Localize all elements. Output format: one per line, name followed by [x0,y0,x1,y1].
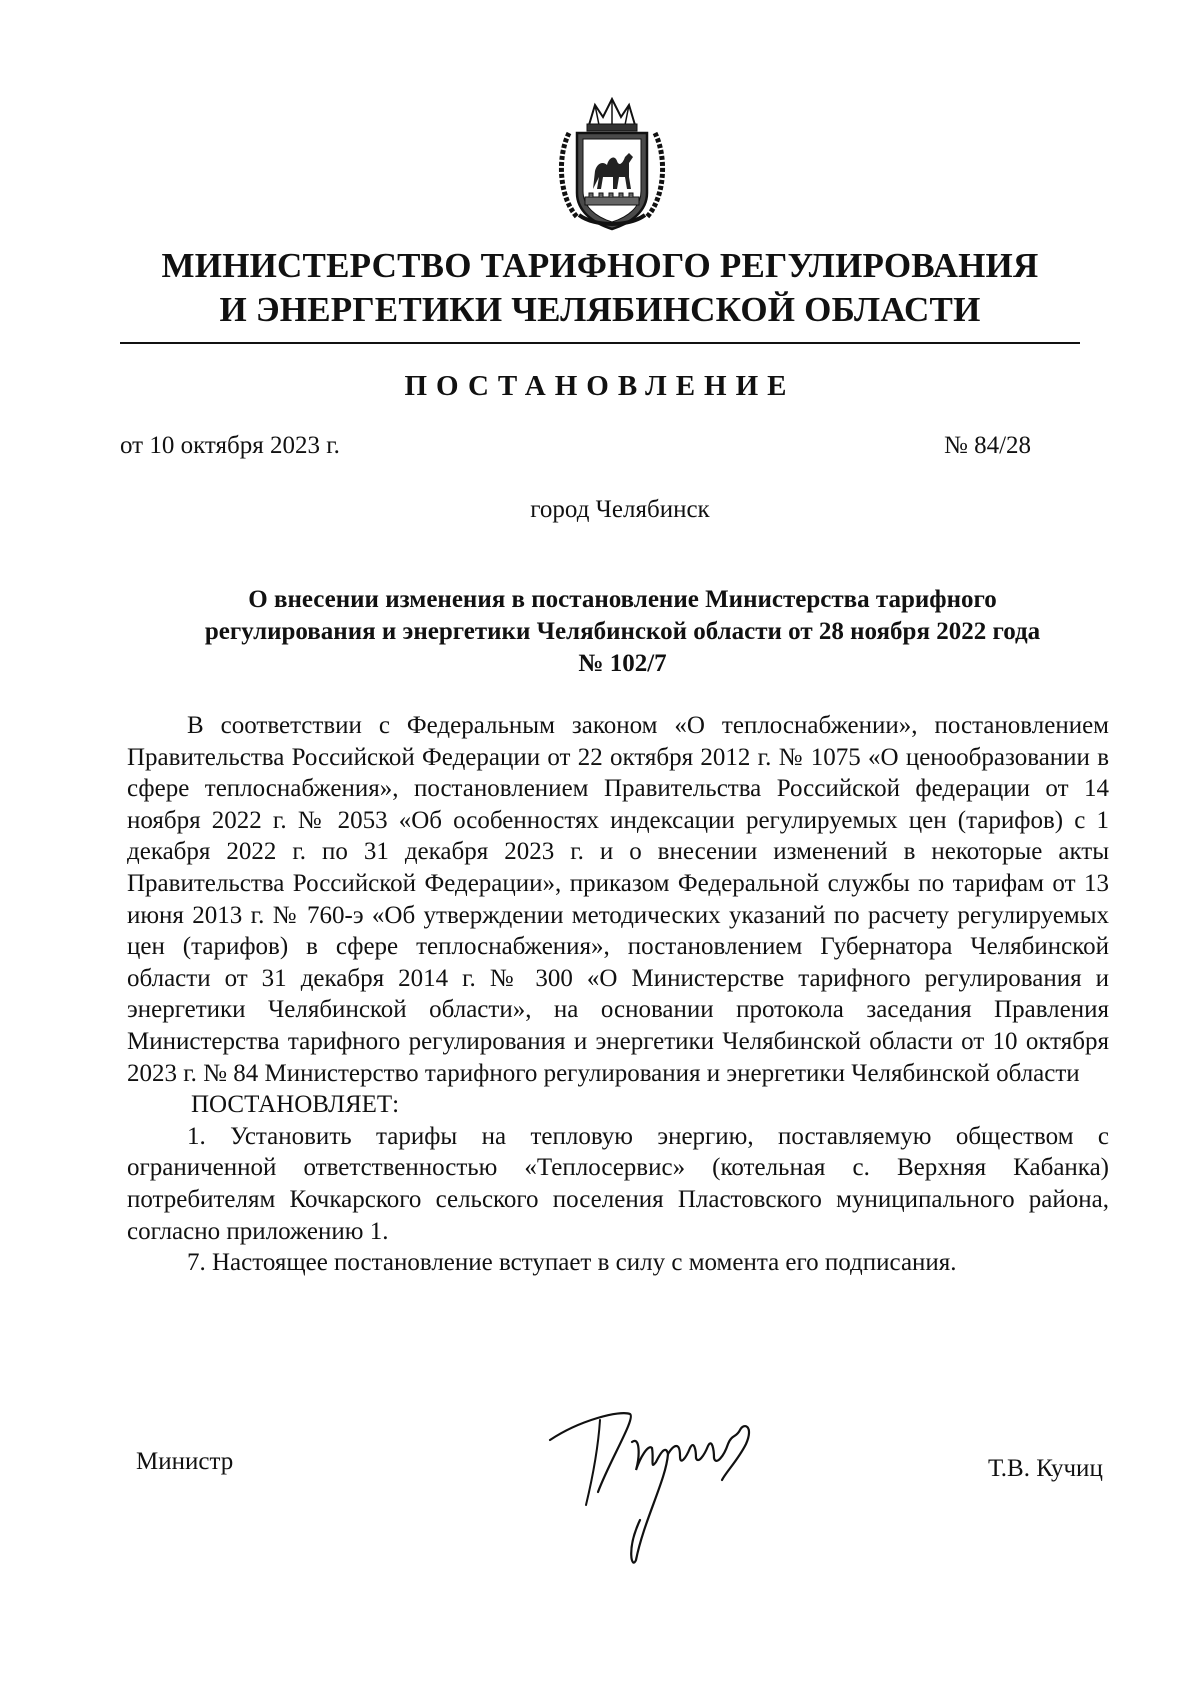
coat-of-arms-icon [555,97,669,232]
subject-line1: О внесении изменения в постановление Министерства тарифного [248,586,997,613]
document-type-heading: ПОСТАНОВЛЕНИЕ [404,370,796,402]
subject-line3: № 102/7 [578,650,667,677]
signatory-name: Т.В. Кучиц [988,1455,1103,1482]
document-date: от 10 октября 2023 г. [120,432,340,459]
document-city: город Челябинск [530,496,710,523]
resolution-item-1: 1. Установить тарифы на тепловую энергию, поставляемую обществом с ограниченной ответственностью «Теплосервис» (котельная с. Верхняя Кабанка) потребителям Кочкарского сельского поселения Пластовского муниципального района, согласно приложению 1. [127,1122,1109,1245]
header-divider [120,342,1080,344]
ministry-name [120,244,1080,332]
document-body [127,710,1109,1279]
document-subject [150,584,1095,680]
resolution-item-7: 7. Настоящее постановление вступает в силу с момента его подписания. [187,1249,957,1277]
subject-line2: регулирования и энергетики Челябинской области от 28 ноября 2022 года [204,618,1041,645]
signatory-title: Министр [136,1448,234,1475]
resolves-heading: ПОСТАНОВЛЯЕТ: [191,1091,400,1119]
ministry-name-line2: И ЭНЕРГЕТИКИ ЧЕЛЯБИНСКОЙ ОБЛАСТИ [219,290,981,329]
handwritten-signature-icon [540,1400,820,1570]
document-number: № 84/28 [944,432,1032,459]
ministry-name-line1: МИНИСТЕРСТВО ТАРИФНОГО РЕГУЛИРОВАНИЯ [161,246,1039,285]
preamble-paragraph: В соответствии с Федеральным законом «О теплоснабжении», постановлением Правительства Российской Федерации от 22 октября 2012 г. № 1075 «О ценообразовании в сфере теплоснабжения», постановлением Правительства Российской федерации от 14 ноября 2022 г. № 2053 «Об особенностях индексации регулируемых цен (тарифов) с 1 декабря 2022 г. по 31 декабря 2023 г. и о внесении изменений в некоторые акты Правительства Российской Федерации», приказом Федеральной службы по тарифам от 13 июня 2013 г. № 760-э «Об утверждении методических указаний по расчету регулируемых цен (тарифов) в сфере теплоснабжения», постановлением Губернатора Челябинской области от 31 декабря 2014 г. № 300 «О Министерстве тарифного регулирования и энергетики Челябинской области», на основании протокола заседания Правления Министерства тарифного регулирования и энергетики Челябинской области от 10 октября 2023 г. № 84 Министерство тарифного регулирования и энергетики Челябинской области [127,712,1109,1087]
